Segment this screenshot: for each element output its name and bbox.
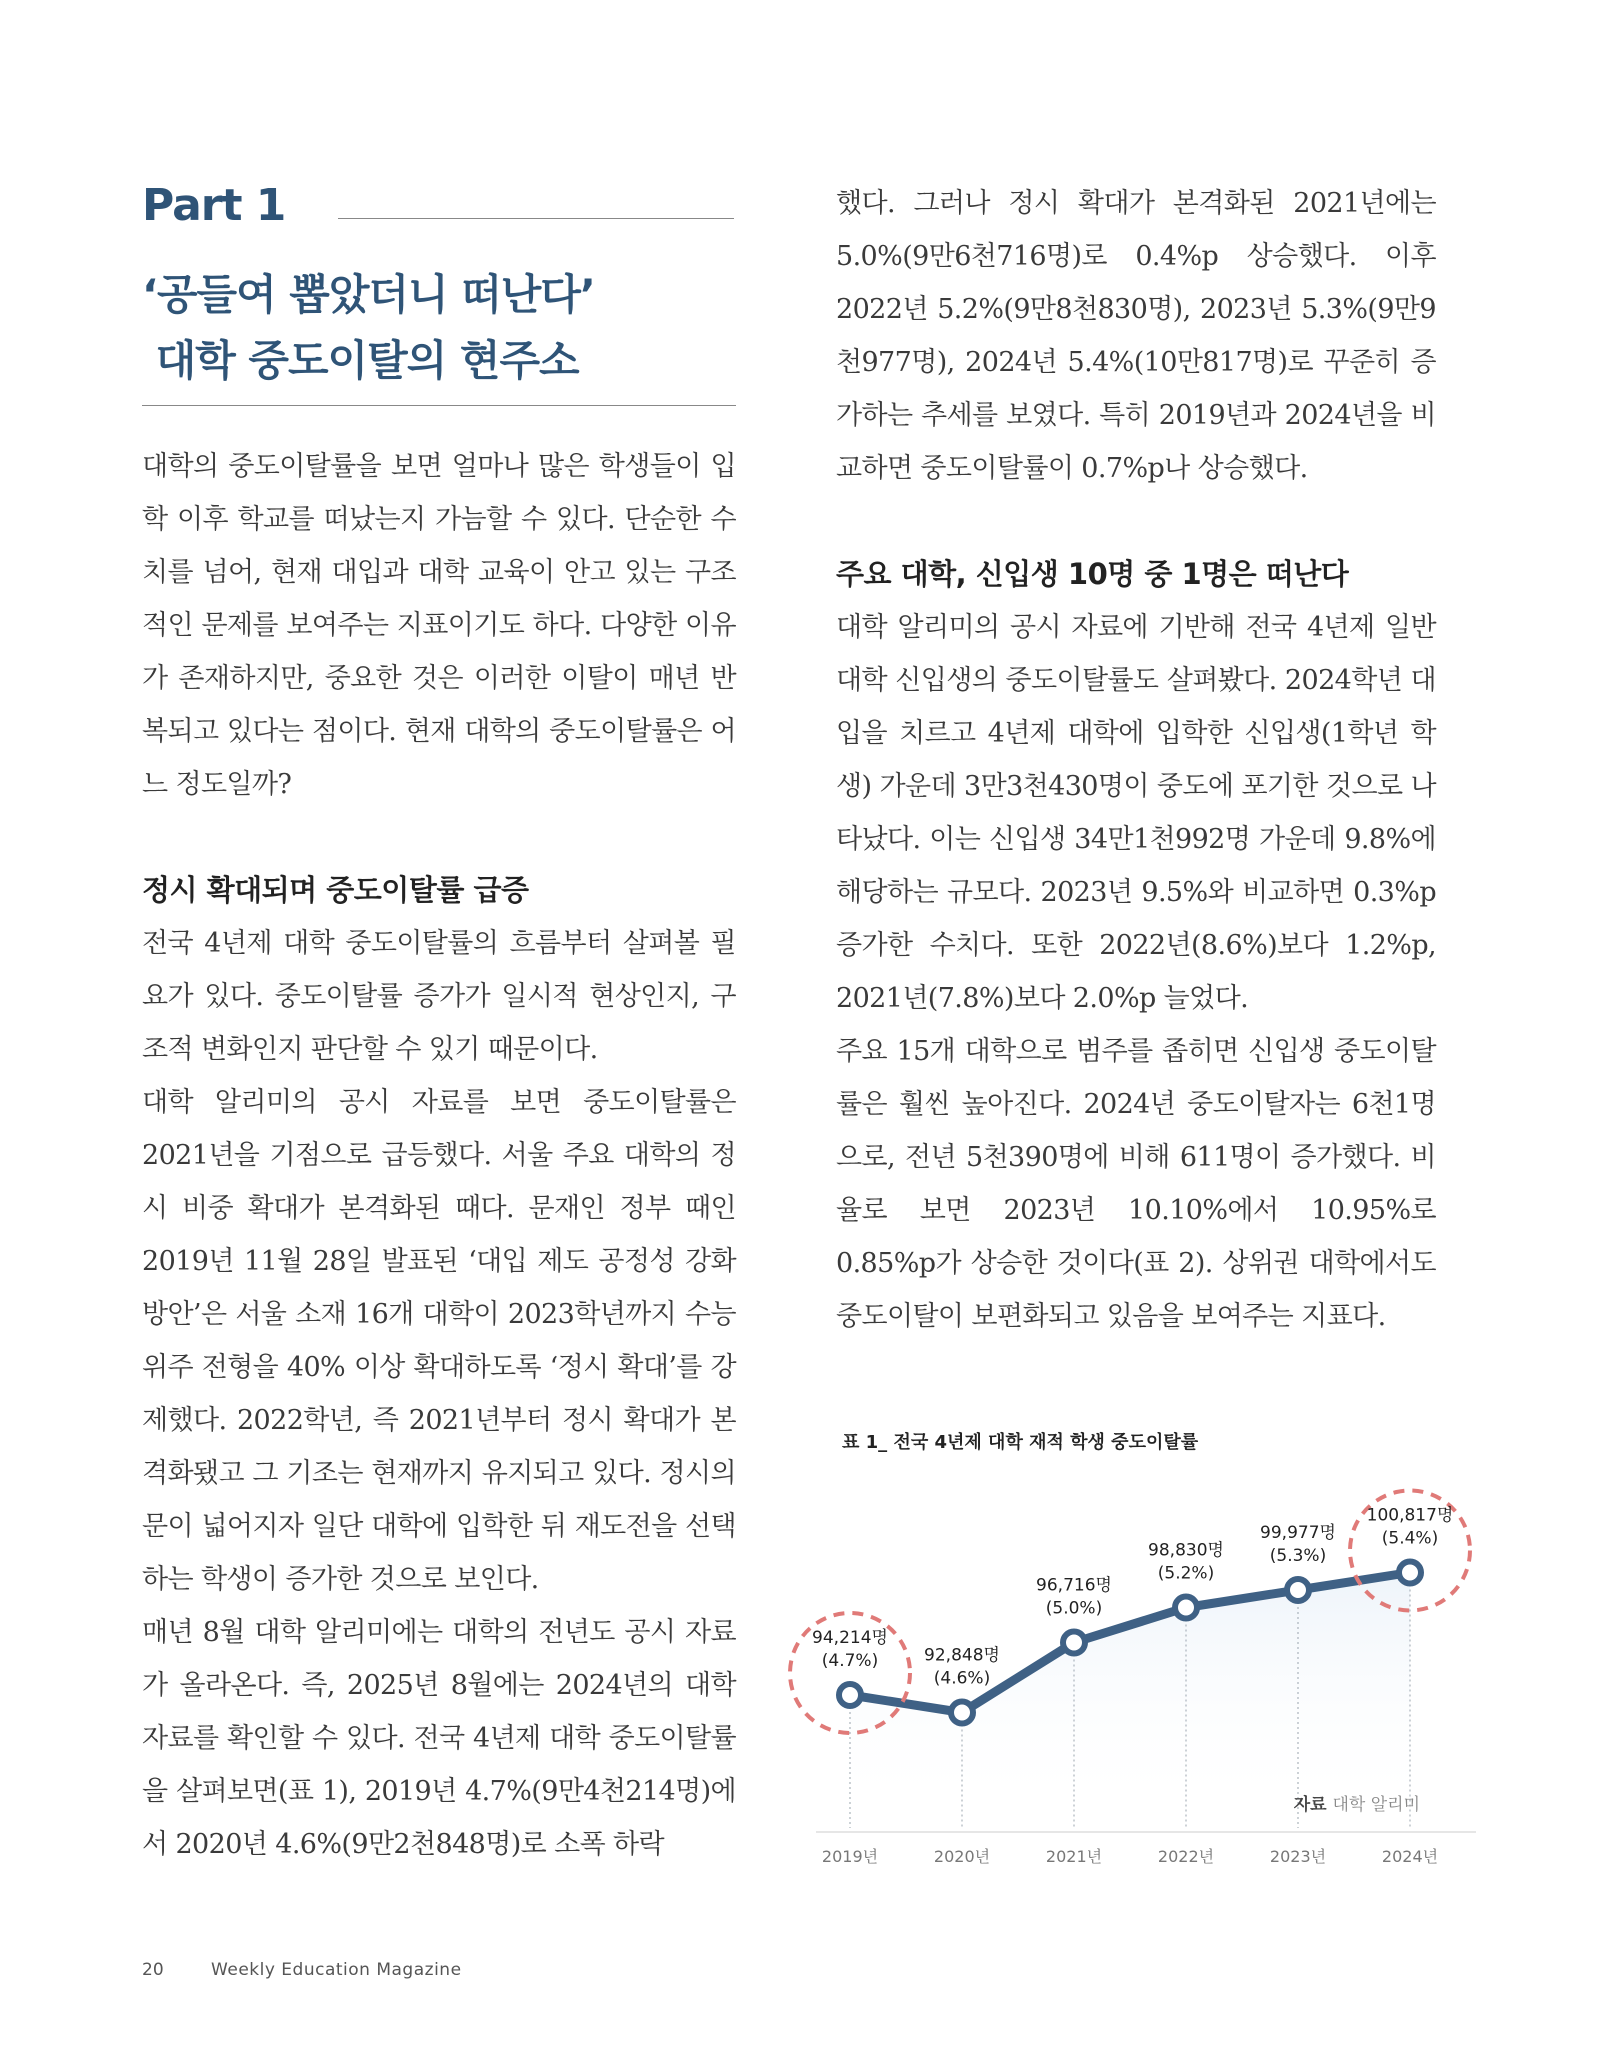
body-paragraph: 매년 8월 대학 알리미에는 대학의 전년도 공시 자료가 올라온다. 즉, 2025년 8월에는 2024년의 대학 자료를 확인할 수 있다. 전국 4년제 대학 중도이탈률을 살펴보면(표 1), 2019년 4.7%(9만4천214명)에서 2020년 4.6%(9만2천848명)로 소폭 하락 [142,1617,736,1860]
left-column [142,440,736,1871]
data-point [839,1684,861,1706]
body-paragraph: 했다. 그러나 정시 확대가 본격화된 2021년에는 5.0%(9만6천716명)로 0.4%p 상승했다. 이후 2022년 5.2%(9만8천830명), 2023년 5.3%(9만9천977명), 2024년 5.4%(10만817명)로 꾸준히 증가하는 추세를 보였다. 특히 2019년과 2024년을 비교하면 중도이탈률이 0.7%p나 상승했다. [836,188,1436,484]
right-column [836,177,1436,1343]
data-label-count: 100,817명 [1366,1505,1454,1526]
body-paragraph: 전국 4년제 대학 중도이탈률의 흐름부터 살펴볼 필요가 있다. 중도이탈률 증가가 일시적 현상인지, 구조적 변화인지 판단할 수 있기 때문이다. [142,928,736,1065]
section-heading: 주요 대학, 신입생 10명 중 1명은 떠난다 [836,557,1349,591]
data-label-count: 96,716명 [1036,1575,1112,1596]
x-tick-label: 2022년 [1157,1847,1215,1866]
data-label-count: 98,830명 [1148,1540,1224,1561]
body-paragraph: 대학 알리미의 공시 자료를 보면 중도이탈률은 2021년을 기점으로 급등했다. 서울 주요 대학의 정시 비중 확대가 본격화된 때다. 문재인 정부 때인 2019년 11월 28일 발표된 ‘대입 제도 공정성 강화 방안’은 서울 소재 16개 대학이 2023학년까지 수능 위주 전형을 40% 이상 확대하도록 ‘정시 확대’를 강제했다. 2022학년, 즉 2021년부터 정시 확대가 본격화됐고 그 기조는 현재까지 유지되고 있다. 정시의 문이 넓어지자 일단 대학에 입학한 뒤 재도전을 선택하는 학생이 증가한 것으로 보인다. [142,1087,736,1595]
data-label-percent: (5.4%) [1381,1528,1439,1549]
title-divider [142,405,736,406]
data-label-percent: (4.7%) [821,1651,879,1671]
article-title-line2: 대학 중도이탈의 현주소 [142,336,579,385]
data-label-percent: (5.2%) [1157,1563,1215,1584]
body-paragraph: 대학 알리미의 공시 자료에 기반해 전국 4년제 일반대학 신입생의 중도이탈률도 살펴봤다. 2024학년 대입을 치르고 4년제 대학에 입학한 신입생(1학년 학생) 가운데 3만3천430명이 중도에 포기한 것으로 나타났다. 이는 신입생 34만1천992명 가운데 9.8%에 해당하는 규모다. 2023년 9.5%와 비교하면 0.3%p 증가한 수치다. 또한 2022년(8.6%)보다 1.2%p, 2021년(7.8%)보다 2.0%p 늘었다. [836,612,1436,1014]
dropout-rate-chart [786,1420,1486,1880]
data-label-count: 92,848명 [924,1645,1000,1666]
data-label-percent: (4.6%) [933,1668,991,1689]
part-label: Part 1 [142,180,286,231]
data-point [951,1702,973,1724]
intro-paragraph: 대학의 중도이탈률을 보면 얼마나 많은 학생들이 입학 이후 학교를 떠났는지 가늠할 수 있다. 단순한 수치를 넘어, 현재 대입과 대학 교육이 안고 있는 구조적인 문제를 보여주는 지표이기도 하다. 다양한 이유가 존재하지만, 중요한 것은 이러한 이탈이 매년 반복되고 있다는 점이다. 현재 대학의 중도이탈률은 어느 정도일까? [142,451,736,800]
magazine-name: Weekly Education Magazine [211,1960,462,1980]
chart-source [1294,1794,1420,1815]
x-tick-label: 2019년 [821,1847,879,1866]
data-point [1063,1632,1085,1654]
chart-area-fill [850,1573,1410,1816]
x-tick-label: 2023년 [1269,1847,1327,1866]
data-label-percent: (5.3%) [1269,1546,1327,1566]
data-label-percent: (5.0%) [1045,1598,1103,1619]
page-footer [142,1960,462,1980]
article-title [142,262,742,394]
section-heading: 정시 확대되며 중도이탈률 급증 [142,873,529,907]
x-tick-label: 2021년 [1045,1847,1103,1866]
part-divider [338,218,734,219]
chart-source-label: 자료 [1293,1795,1333,1815]
chart-title: 표 1_ 전국 4년제 대학 재적 학생 중도이탈률 [842,1432,1199,1453]
x-tick-label: 2020년 [933,1847,991,1866]
data-point [1399,1562,1421,1584]
data-label-count: 94,214명 [812,1628,888,1648]
body-paragraph: 주요 15개 대학으로 범주를 좁히면 신입생 중도이탈률은 훨씬 높아진다. 2024년 중도이탈자는 6천1명으로, 전년 5천390명에 비해 611명이 증가했다. 비율로 보면 2023년 10.10%에서 10.95%로 0.85%p가 상승한 것이다(표 2). 상위권 대학에서도 중도이탈이 보편화되고 있음을 보여주는 지표다. [836,1036,1436,1332]
data-point [1175,1597,1197,1619]
page-number: 20 [142,1960,164,1980]
data-point [1287,1579,1309,1601]
part-header [142,180,736,240]
data-label-count: 99,977명 [1260,1523,1336,1543]
chart-canvas [786,1420,1486,1880]
x-tick-label: 2024년 [1381,1847,1439,1866]
article-title-line1: ‘공들여 뽑았더니 떠난다’ [142,270,595,319]
chart-source-value: 대학 알리미 [1332,1795,1420,1815]
